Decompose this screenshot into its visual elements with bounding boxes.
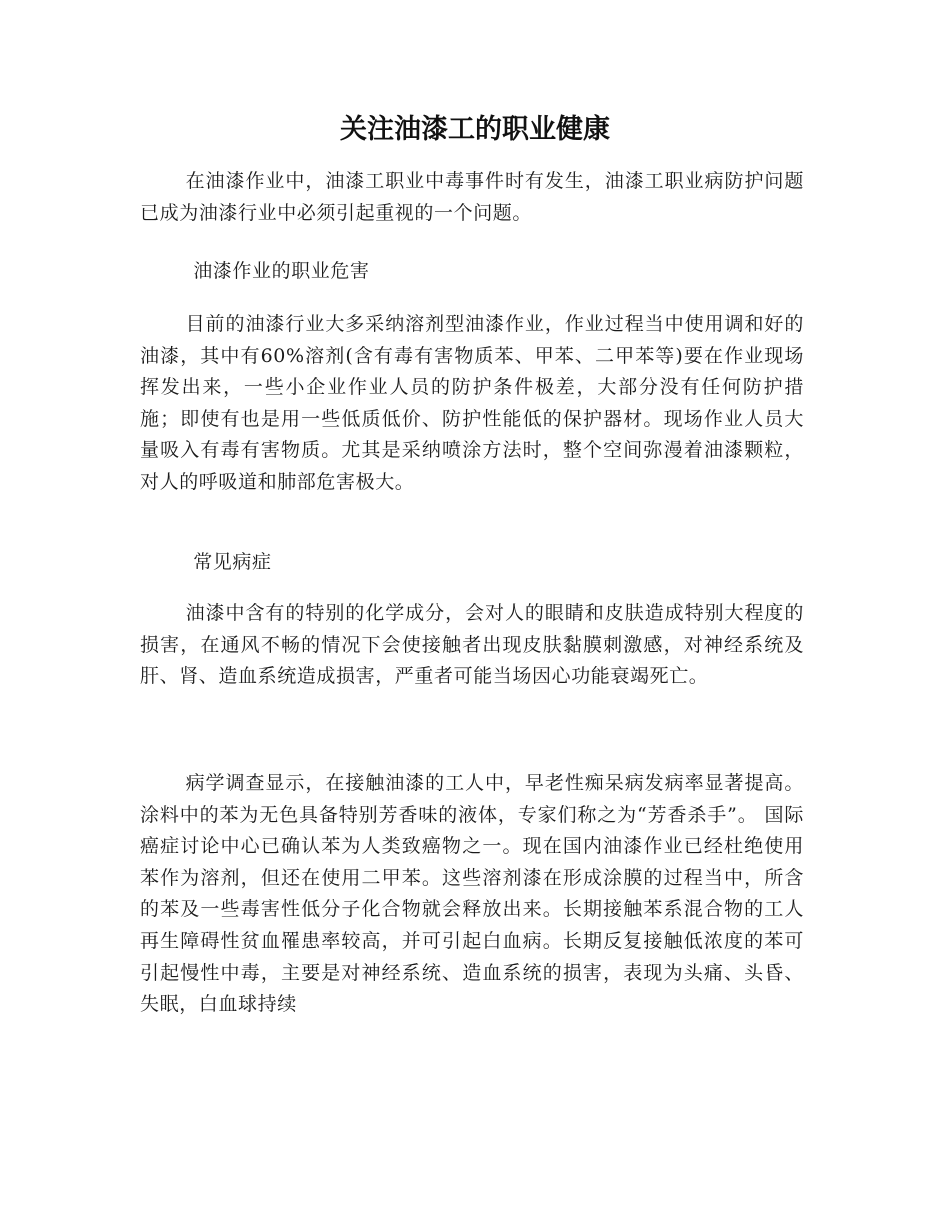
section-heading-occupational-hazards: 油漆作业的职业危害	[193, 260, 370, 282]
document-title: 关注油漆工的职业健康	[340, 114, 610, 145]
epidemiology-paragraph: 病学调查显示，在接触油漆的工人中，早老性痴呆病发病率显著提高。涂料中的苯为无色具备特别芳香味的液体，专家们称之为“芳香杀手”。 国际癌症讨论中心已确认苯为人类致癌物之一。现在国内油漆作业已经杜绝使用苯作为溶剂，但还在使用二甲苯。这些溶剂漆在形成涂膜的过程当中，所含的苯及一些毒害性低分子化合物就会释放出来。长期接触苯系混合物的工人再生障碍性贫血罹患率较高，并可引起白血病。长期反复接触低浓度的苯可引起慢性中毒，主要是对神经系统、造血系统的损害，表现为头痛、头昏、失眠，白血球持续	[140, 772, 804, 1016]
symptoms-paragraph: 油漆中含有的特别的化学成分，会对人的眼睛和皮肤造成特别大程度的损害，在通风不畅的情况下会使接触者出现皮肤黏膜刺激感，对神经系统及肝、肾、造血系统造成损害，严重者可能当场因心功能衰竭死亡。	[140, 602, 804, 688]
section-heading-common-symptoms: 常见病症	[193, 551, 272, 573]
hazards-paragraph: 目前的油漆行业大多采纳溶剂型油漆作业，作业过程当中使用调和好的油漆，其中有60%溶剂(含有毒有害物质苯、甲苯、二甲苯等)要在作业现场挥发出来，一些小企业作业人员的防护条件极差，大部分没有任何防护措施；即使有也是用一些低质低价、防护性能低的保护器材。现场作业人员大量吸入有毒有害物质。尤其是采纳喷涂方法时，整个空间弥漫着油漆颗粒，对人的呼吸道和肺部危害极大。	[140, 313, 804, 493]
intro-paragraph: 在油漆作业中，油漆工职业中毒事件时有发生，油漆工职业病防护问题已成为油漆行业中必须引起重视的一个问题。	[140, 170, 804, 224]
